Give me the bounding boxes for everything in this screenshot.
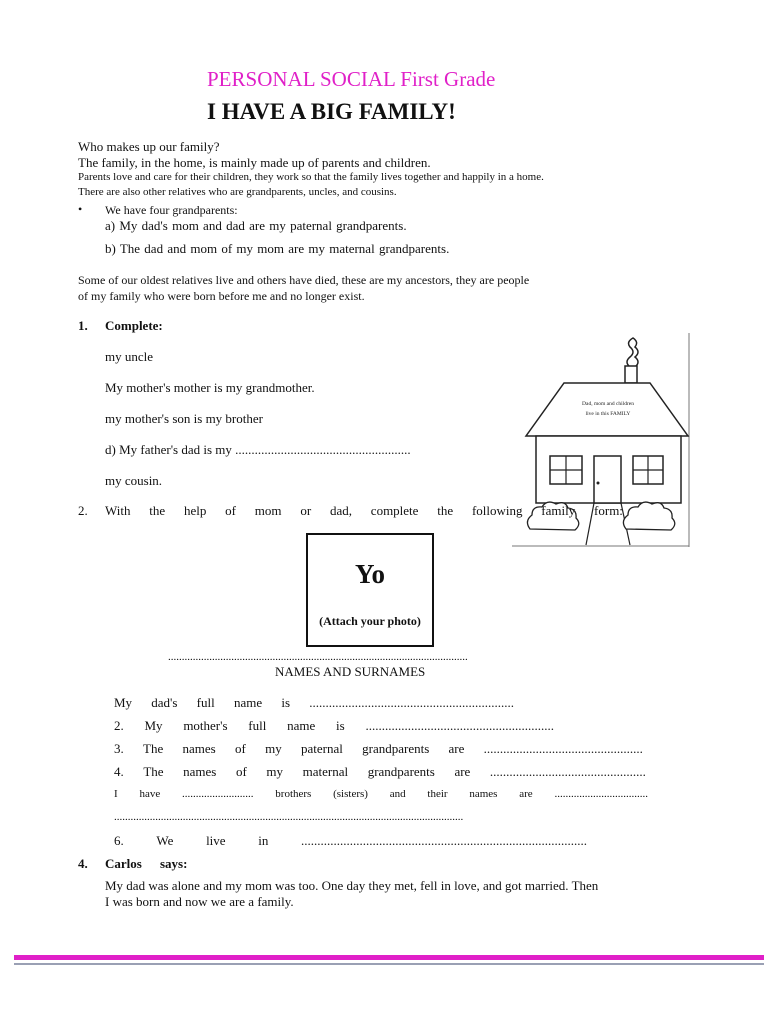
carlos-name: Carlos: [105, 856, 142, 871]
instruction-word: or: [300, 503, 312, 518]
grandparents-heading: We have four grandparents:: [105, 203, 238, 217]
form-word: brothers: [275, 788, 312, 800]
form-word: of: [235, 764, 247, 779]
carlos-line-2: I was born and now we are a family.: [105, 894, 294, 909]
form-word: (sisters): [333, 788, 368, 800]
form-word: mother's: [183, 718, 228, 733]
photo-box-caption: (Attach your photo): [319, 614, 421, 628]
smoke-icon: [627, 338, 638, 367]
section-2-number: 2.: [78, 503, 88, 518]
footer-divider-secondary: [14, 963, 764, 965]
house-sign-line-1: Dad, mom and children: [582, 401, 634, 407]
fill-in-blank[interactable]: ..................................: [554, 788, 648, 800]
instruction-word: complete: [370, 503, 419, 518]
form-word: my: [265, 741, 282, 756]
form-word: grandparents: [362, 741, 430, 756]
window-left: [550, 456, 582, 484]
form-word: are: [454, 764, 471, 779]
form-word: is: [281, 695, 290, 710]
instruction-word: the: [149, 503, 166, 518]
complete-item: my cousin.: [105, 473, 163, 488]
page-title: I HAVE A BIG FAMILY!: [207, 99, 456, 124]
form-word: 4.: [114, 764, 124, 779]
instruction-word: form:: [594, 503, 623, 518]
form-item-paternal-grandparents: [114, 741, 643, 757]
roof: [526, 383, 688, 436]
form-word: names: [469, 788, 498, 800]
form-word: their: [427, 788, 448, 800]
instruction-word: mom: [254, 503, 282, 518]
names-dots-line[interactable]: .............................................................................................................: [168, 651, 468, 663]
form-item-dad-name: [114, 695, 514, 711]
form-word: are: [448, 741, 465, 756]
intro-line-2: Parents love and care for their children, they work so that the family lives together and happily in a home.: [78, 171, 544, 183]
intro-line-3: There are also other relatives who are grandparents, uncles, and cousins.: [78, 186, 397, 198]
form-word: The: [143, 741, 164, 756]
form-word: paternal: [300, 741, 343, 756]
form-word: 6.: [114, 833, 124, 848]
form-word: name: [233, 695, 263, 710]
form-word: I: [114, 788, 118, 800]
ancestors-line-2: of my family who were born before me and no longer exist.: [78, 289, 365, 303]
instruction-word: the: [437, 503, 454, 518]
carlos-says: says:: [160, 856, 188, 871]
chimney: [625, 366, 637, 383]
section-1-heading: Complete:: [105, 318, 163, 333]
form-item-maternal-grandparents: [114, 764, 646, 780]
intro-line-1: The family, in the home, is mainly made up of parents and children.: [78, 155, 431, 170]
instruction-word: of: [225, 503, 236, 518]
form-word: 2.: [114, 718, 124, 733]
form-word: My: [114, 695, 133, 710]
section-4-number: 4.: [78, 856, 88, 871]
instruction-word: With: [105, 503, 131, 518]
section-2-instruction: [105, 503, 623, 519]
form-item-address: [114, 833, 587, 849]
fill-in-blank[interactable]: ..........................: [182, 788, 254, 800]
fill-in-blank[interactable]: ..........................................................: [365, 718, 554, 733]
fill-in-blank[interactable]: ........................................................................................: [301, 833, 587, 848]
complete-item: my uncle: [105, 349, 154, 364]
form-item-siblings: [114, 788, 648, 800]
form-word: of: [234, 741, 246, 756]
intro-question: Who makes up our family?: [78, 139, 220, 154]
door: [594, 456, 621, 503]
complete-item: d) My father's dad is my ......................................................: [105, 442, 411, 457]
form-word: names: [182, 741, 216, 756]
subject-heading: PERSONAL SOCIAL First Grade: [207, 67, 496, 91]
fill-in-blank[interactable]: ...............................................................: [309, 695, 514, 710]
house-sign-line-2: live in this FAMILY: [585, 411, 631, 417]
names-label: NAMES AND SURNAMES: [275, 664, 426, 679]
form-word: The: [143, 764, 164, 779]
instruction-word: dad,: [329, 503, 352, 518]
form-word: dad's: [151, 695, 178, 710]
form-word: 3.: [114, 741, 124, 756]
fill-in-blank[interactable]: .................................................: [483, 741, 643, 756]
form-word: full: [248, 718, 267, 733]
form-word: is: [336, 718, 345, 733]
fill-in-blank[interactable]: ................................................: [489, 764, 646, 779]
form-word: are: [519, 788, 533, 800]
form-word: in: [258, 833, 269, 848]
siblings-dots-line[interactable]: ...............................................................................................................................: [114, 811, 464, 823]
form-word: full: [196, 695, 215, 710]
section-1-number: 1.: [78, 318, 88, 333]
form-word: We: [156, 833, 174, 848]
instruction-word: help: [183, 503, 207, 518]
form-word: name: [287, 718, 316, 733]
form-word: have: [139, 788, 161, 800]
complete-item: My mother's mother is my grandmother.: [105, 380, 315, 395]
window-right: [633, 456, 663, 484]
complete-item: my mother's son is my brother: [105, 411, 263, 426]
form-word: maternal: [302, 764, 349, 779]
bullet-icon: •: [78, 202, 83, 216]
photo-box-title: Yo: [354, 559, 385, 589]
ancestors-line-1: Some of our oldest relatives live and others have died, these are my ancestors, they are people: [78, 273, 530, 287]
instruction-word: family: [541, 503, 576, 518]
form-word: My: [144, 718, 163, 733]
form-item-mom-name: [114, 718, 554, 734]
grandparents-item-b: b) The dad and mom of my mom are my maternal grandparents.: [105, 241, 450, 256]
form-word: and: [389, 788, 406, 800]
form-word: live: [206, 833, 226, 848]
photo-attachment-box[interactable]: [306, 533, 434, 647]
instruction-word: following: [471, 503, 523, 518]
grandparents-item-a: a) My dad's mom and dad are my paternal grandparents.: [105, 218, 407, 233]
form-word: names: [183, 764, 217, 779]
form-word: grandparents: [367, 764, 435, 779]
footer-divider-primary: [14, 955, 764, 960]
form-word: my: [266, 764, 284, 779]
bush-right: [623, 502, 674, 530]
carlos-line-1: My dad was alone and my mom was too. One day they met, fell in love, and got married. Then: [105, 878, 599, 893]
